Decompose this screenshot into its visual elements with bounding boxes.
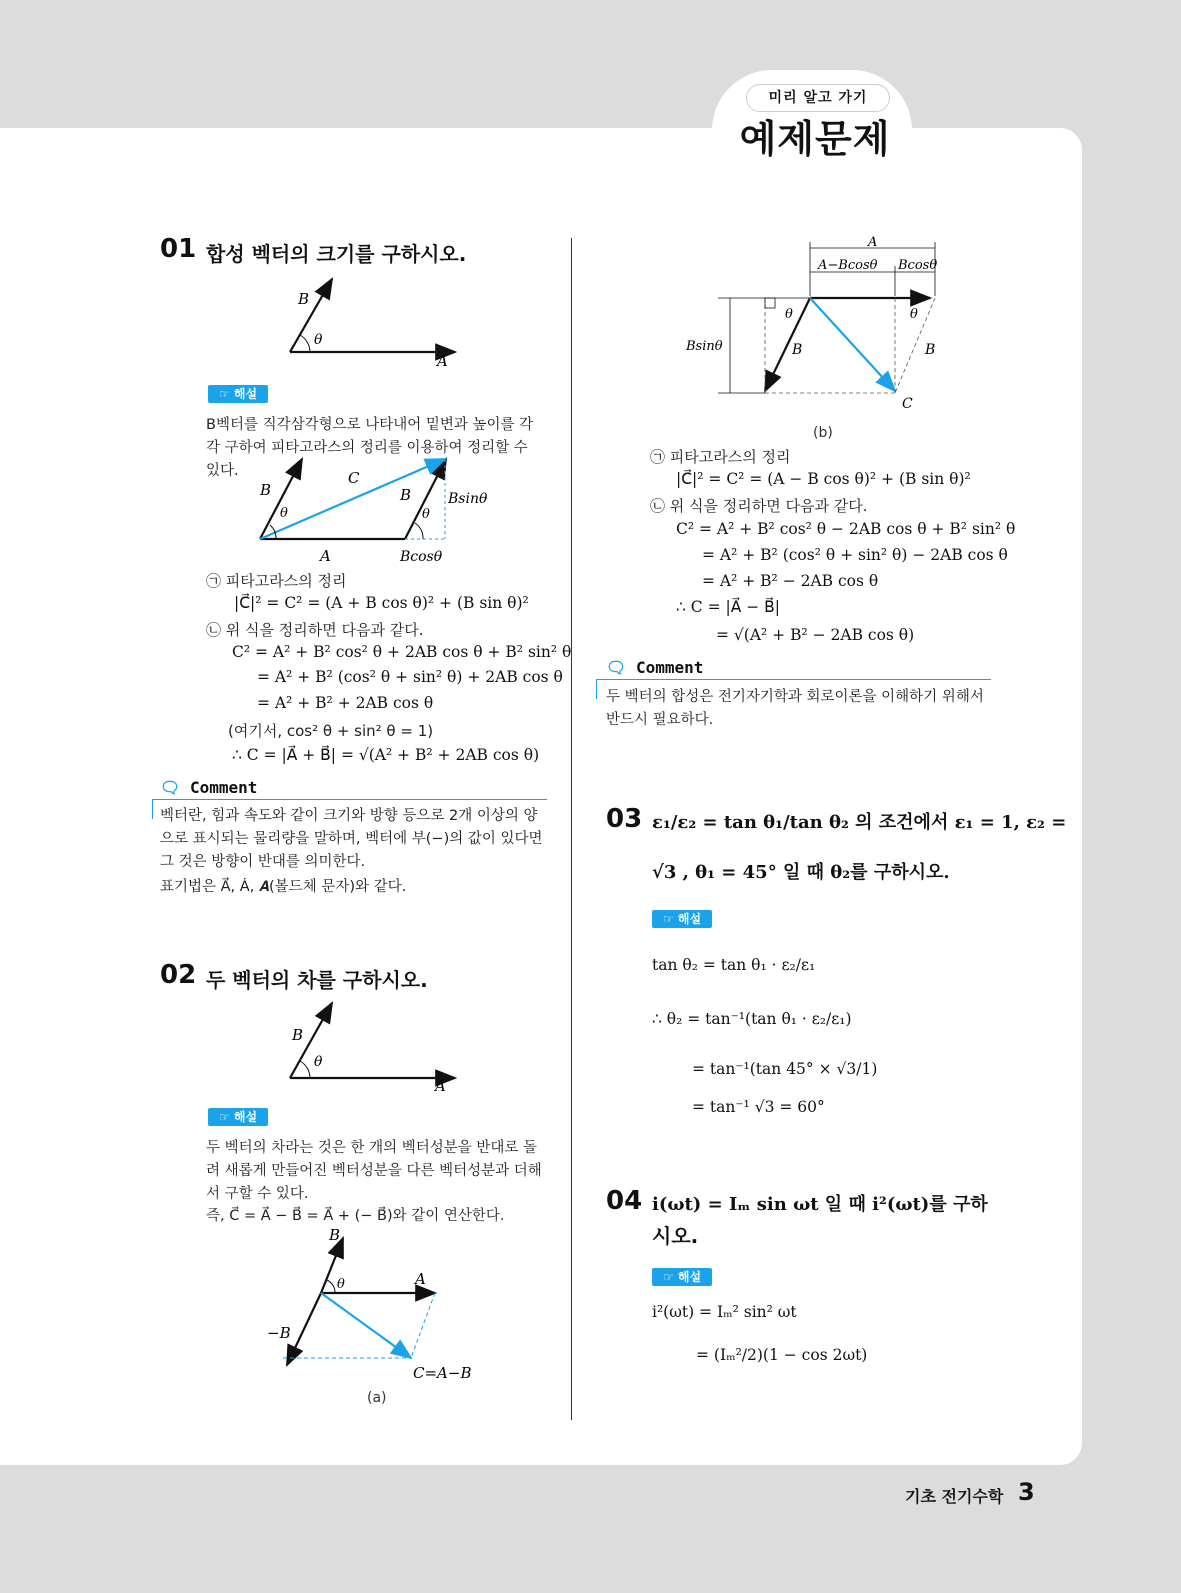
q1-fig-b2: B <box>400 486 412 504</box>
q1-step1-label: ㉠ 피타고라스의 정리 <box>206 572 347 590</box>
comment-person-icon: 🗨 <box>606 658 627 677</box>
page-number: 3 <box>1018 1478 1035 1506</box>
q3-eq-line: = tan⁻¹(tan 45° × √3/1) <box>692 1060 878 1078</box>
q2b-theta1: θ <box>785 307 793 322</box>
q2a-ceq: C=A−B <box>413 1364 472 1382</box>
q3-eq-line: = tan⁻¹ √3 = 60° <box>692 1098 825 1116</box>
comment-person-icon: 🗨 <box>160 778 181 797</box>
q2-figure-b <box>686 235 990 414</box>
q1-b-label: B <box>298 290 310 308</box>
q1-fig-a: A <box>320 547 331 565</box>
q3-eq-line: tan θ₂ = tan θ₁ · ε₂/ε₁ <box>652 956 816 974</box>
q2b-bcos: Bcosθ <box>898 258 938 273</box>
q2-eq-line: ∴ C = |A⃗ − B⃗| <box>676 598 781 616</box>
q1-explanation: B벡터를 직각삼각형으로 나타내어 밑변과 높이를 각각 구하여 피타고라스의 정리를 이용하여 정리할 수 있다. <box>206 417 534 479</box>
q1-triangle-figure <box>250 455 520 567</box>
q1-eq-line: = A² + B² + 2AB cos θ <box>257 694 434 712</box>
q1-fig-c: C <box>348 469 360 487</box>
q1-comment: 벡터란, 힘과 속도와 같이 크기와 방향 등으로 2개 이상의 양으로 표시되는 물리량을 말하며, 벡터에 부(−)의 값이 있다면 그 것은 방향이 반대를 의미한다. <box>160 808 543 870</box>
q2-explanation2: 즉, C⃗ = A⃗ − B⃗ = A⃗ + (− B⃗)와 같이 연산한다. <box>206 1208 505 1224</box>
q2b-a-top: A <box>868 235 878 250</box>
q3-eq-line: ∴ θ₂ = tan⁻¹(tan θ₁ · ε₂/ε₁) <box>652 1010 852 1028</box>
q2-title: 두 벡터의 차를 구하시오. <box>206 968 428 992</box>
q2b-b1: B <box>792 342 803 358</box>
q2-step1-label: ㉠ 피타고라스의 정리 <box>650 448 791 466</box>
q2a-a: A <box>415 1270 426 1288</box>
q1-step2-label: ㉡ 위 식을 정리하면 다음과 같다. <box>206 621 424 639</box>
q4-eq-line: = (Iₘ²/2)(1 − cos 2ωt) <box>696 1346 868 1364</box>
q1-eq-line: = A² + B² (cos² θ + sin² θ) + 2AB cos θ <box>257 668 563 686</box>
q4-title-line1: i(ωt) = Iₘ sin ωt 일 때 i²(ωt)를 구하 <box>652 1194 988 1215</box>
column-divider <box>571 238 572 1420</box>
footer-book-title: 기초 전기수학 <box>905 1487 1004 1506</box>
q1-title: 합성 벡터의 크기를 구하시오. <box>206 242 467 266</box>
q4-title-line2: 시오. <box>652 1224 699 1248</box>
q2b-b2: B <box>925 342 936 358</box>
q2-step2-label: ㉡ 위 식을 정리하면 다음과 같다. <box>650 497 868 515</box>
q2a-theta: θ <box>337 1277 345 1292</box>
q1-result: ∴ C = |A⃗ + B⃗| = √(A² + B² + 2AB cos θ) <box>232 746 540 764</box>
q2-comment: 두 벡터의 합성은 전기자기학과 회로이론을 이해하기 위해서 반드시 필요하다. <box>606 689 984 728</box>
q1-comment-vrule <box>152 799 153 819</box>
q1-fig-theta2: θ <box>422 507 430 522</box>
q1-step1-eq: |C⃗|² = C² = (A + B cos θ)² + (B sin θ)² <box>234 594 529 612</box>
q4-badge: ☞ 해설 <box>652 1268 712 1286</box>
q1-fig-bsin: Bsinθ <box>448 491 488 507</box>
q1-theta-label: θ <box>314 332 323 348</box>
q3-title-line1: ε₁/ε₂ = tan θ₁/tan θ₂ 의 조건에서 ε₁ = 1, ε₂ = <box>652 812 1067 833</box>
q2-eq-line: C² = A² + B² cos² θ − 2AB cos θ + B² sin² θ <box>676 520 1016 538</box>
q3-title-line2: √3 , θ₁ = 45° 일 때 θ₂를 구하시오. <box>652 862 950 883</box>
q1-fig-b1: B <box>260 481 272 499</box>
q2-comment-rule <box>596 679 991 680</box>
q2-eq-line: = A² + B² (cos² θ + sin² θ) − 2AB cos θ <box>702 546 1008 564</box>
q2-comment-head: 🗨 Comment <box>606 658 704 677</box>
q1-fig-theta1: θ <box>280 506 288 521</box>
q2-badge: ☞ 해설 <box>208 1108 268 1126</box>
q1-badge: ☞ 해설 <box>208 385 268 403</box>
q2-eq-line: = A² + B² − 2AB cos θ <box>702 572 879 590</box>
q2b-c: C <box>902 396 913 412</box>
q3-badge: ☞ 해설 <box>652 910 712 928</box>
q4-number: 04 <box>606 1186 643 1216</box>
q3-number: 03 <box>606 804 643 834</box>
q2-eq-line: = √(A² + B² − 2AB cos θ) <box>716 626 915 644</box>
q1-comment-rule <box>152 799 547 800</box>
q2-caption-b: (b) <box>813 425 833 441</box>
q2-a-label: A <box>435 1077 446 1095</box>
q1-note: (여기서, cos² θ + sin² θ = 1) <box>228 722 434 740</box>
q4-eq-line: i²(ωt) = Iₘ² sin² ωt <box>652 1303 797 1321</box>
q1-vector-figure <box>280 274 470 369</box>
q1-a-label: A <box>437 352 448 370</box>
q2-explanation: 두 벡터의 차라는 것은 한 개의 벡터성분을 반대로 돌려 새롭게 만들어진 벡터성분을 다른 벡터성분과 더해서 구할 수 있다. <box>206 1140 542 1202</box>
q2-theta-label: θ <box>314 1054 323 1070</box>
q2-vector-figure <box>280 998 470 1093</box>
q1-fig-bcos: Bcosθ <box>400 549 443 565</box>
header-tag: 미리 알고 가기 <box>746 84 890 112</box>
q2b-theta2: θ <box>910 307 918 322</box>
q2-caption-a: (a) <box>367 1390 387 1406</box>
q2b-bsin: Bsinθ <box>686 339 723 354</box>
q2-number: 02 <box>160 960 197 990</box>
q1-eq-line: C² = A² + B² cos² θ + 2AB cos θ + B² sin² θ <box>232 643 572 661</box>
q2-b-label: B <box>292 1026 304 1044</box>
q2-figure-a <box>265 1228 495 1388</box>
q1-comment-head: 🗨 Comment <box>160 778 258 797</box>
q1-comment2: 표기법은 A⃗, Ȧ, 𝑨(볼드체 문자)와 같다. <box>160 879 407 895</box>
q2-step1-eq: |C⃗|² = C² = (A − B cos θ)² + (B sin θ)² <box>676 470 971 488</box>
q2b-aminus: A−Bcosθ <box>818 258 878 273</box>
q1-number: 01 <box>160 234 197 264</box>
q2a-negb: −B <box>267 1324 291 1342</box>
page-title: 예제문제 <box>739 117 891 161</box>
q2-comment-vrule <box>596 679 597 699</box>
q2a-b: B <box>329 1226 341 1244</box>
